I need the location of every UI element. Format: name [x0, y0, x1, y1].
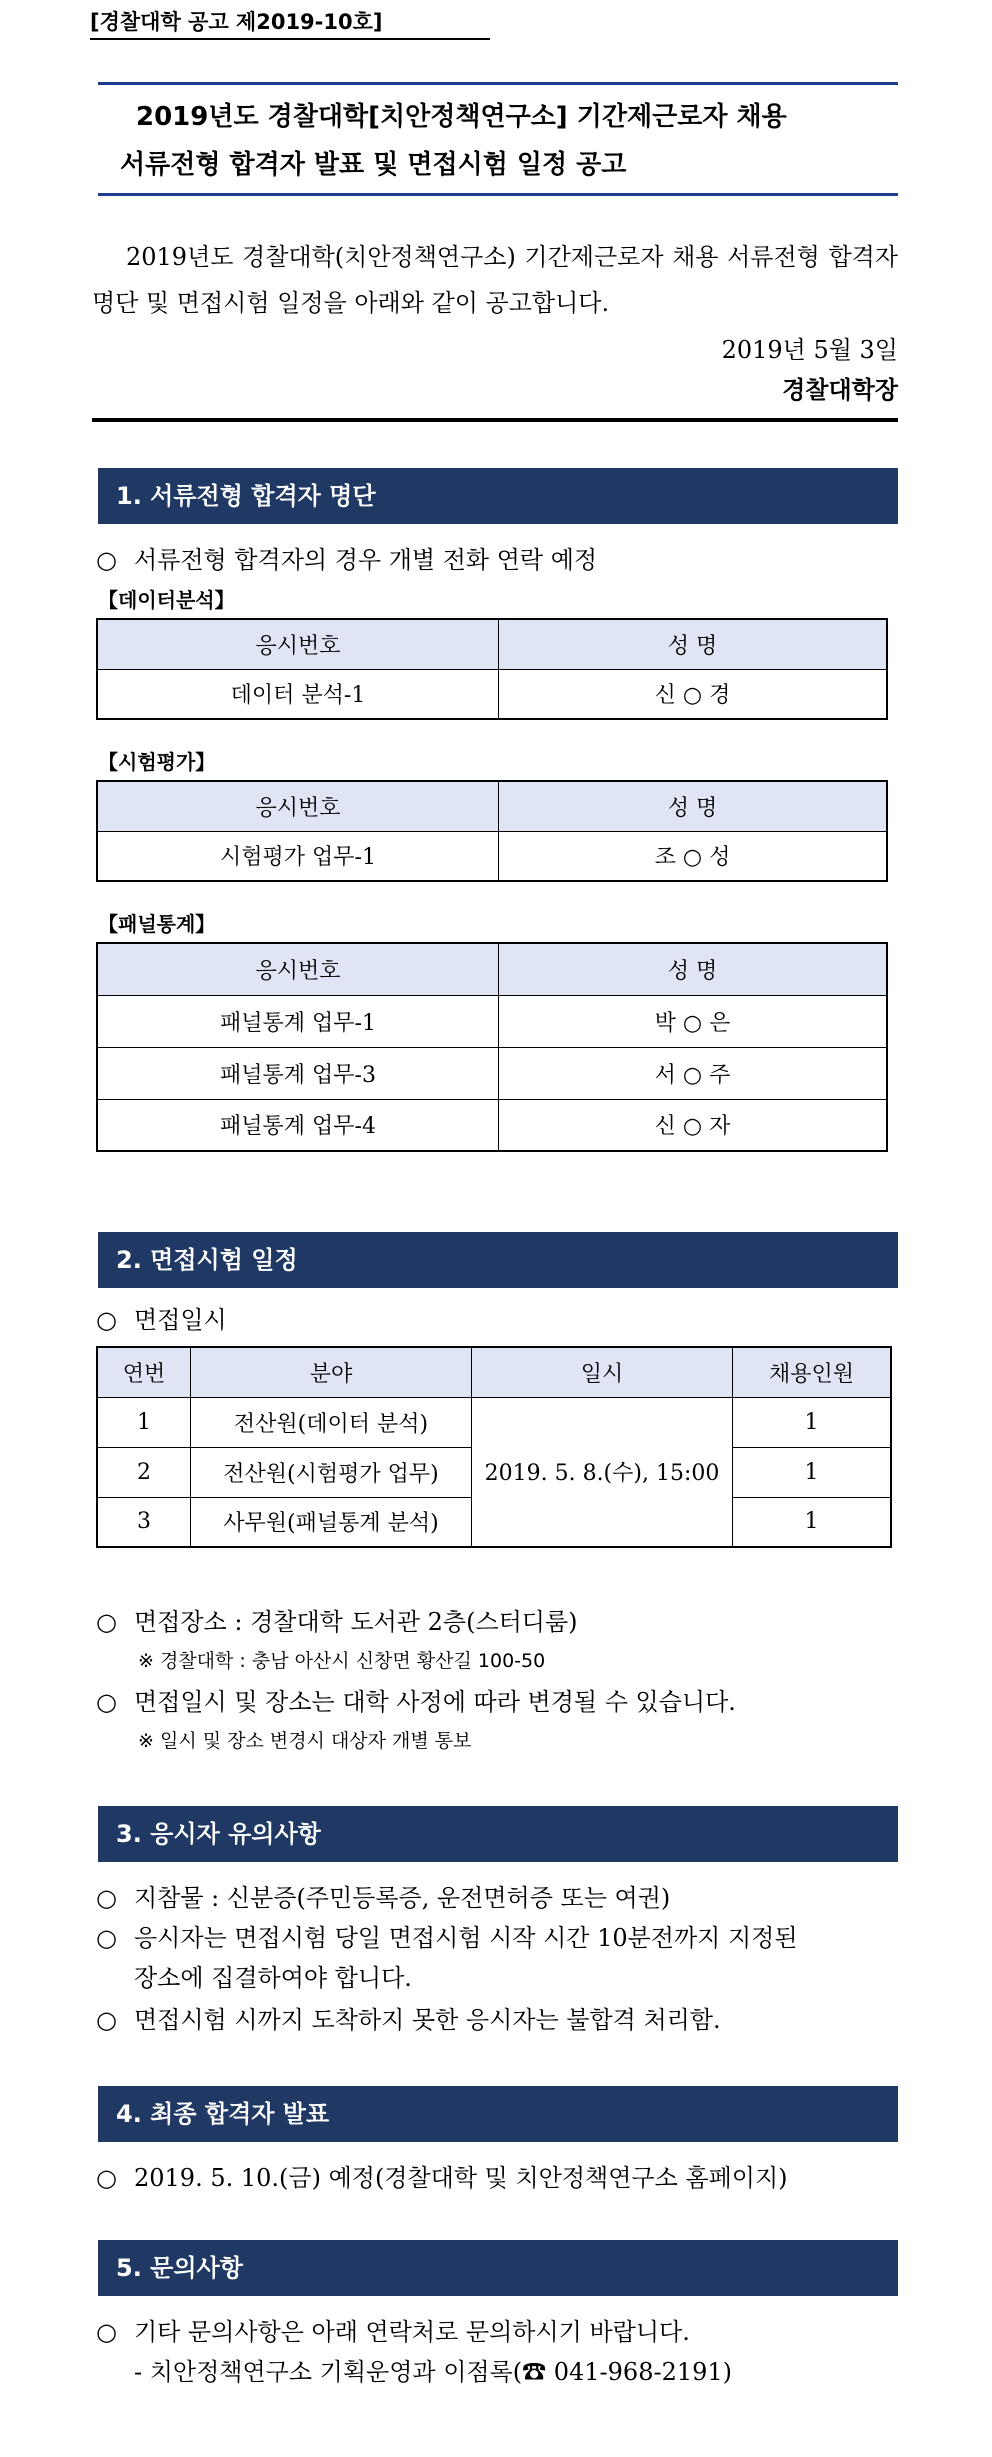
notice-item — [96, 1878, 670, 1913]
group-label-data: 【데이터분석】 — [98, 588, 235, 612]
applicant-no: 시험평가 업무-1 — [97, 831, 499, 881]
col-header-datetime: 일시 — [472, 1347, 733, 1397]
applicant-name: 조 ○ 성 — [499, 831, 888, 881]
col-header-no: 응시번호 — [97, 619, 499, 669]
row-hires: 1 — [733, 1397, 892, 1447]
title-line-2: 서류전형 합격자 발표 및 면접시험 일정 공고 — [120, 150, 627, 180]
section-5-heading: 5. 문의사항 — [98, 2240, 898, 2296]
row-seq: 2 — [97, 1447, 191, 1497]
bullet-mark: ○ — [96, 2318, 117, 2346]
table-row — [97, 1047, 887, 1099]
bullet-mark: ○ — [96, 1884, 117, 1912]
table-row — [97, 831, 887, 881]
group-label-exam: 【시험평가】 — [98, 750, 216, 774]
interview-place — [96, 1602, 578, 1637]
bullet-mark: ○ — [96, 1608, 117, 1636]
bullet-mark: ○ — [96, 1306, 117, 1334]
applicant-name: 박 ○ 은 — [499, 995, 888, 1047]
applicant-name: 신 ○ 경 — [499, 669, 888, 719]
notice-item-continuation: 장소에 집결하여야 합니다. — [134, 1964, 412, 1992]
table-row — [97, 669, 887, 719]
notice-item — [96, 1918, 798, 1953]
row-hires: 1 — [733, 1497, 892, 1547]
bullet-mark: ○ — [96, 1688, 117, 1716]
row-field: 사무원(패널통계 분석) — [191, 1497, 472, 1547]
notice-date: 2019년 5월 3일 — [721, 336, 898, 364]
title-line-1: 2019년도 경찰대학[치안정책연구소] 기간제근로자 채용 — [136, 102, 787, 132]
change-notice-text: 면접일시 및 장소는 대학 사정에 따라 변경될 수 있습니다. — [134, 1688, 736, 1716]
group-label-panel: 【패널통계】 — [98, 912, 216, 936]
title-bottom-rule — [98, 193, 898, 196]
sec1-bullet — [96, 540, 597, 575]
col-header-name: 성 명 — [499, 619, 888, 669]
applicant-no: 데이터 분석-1 — [97, 669, 499, 719]
header-divider — [92, 418, 898, 422]
inquiry-item-text: 기타 문의사항은 아래 연락처로 문의하시기 바랍니다. — [134, 2318, 690, 2346]
row-field: 전산원(데이터 분석) — [191, 1397, 472, 1447]
col-header-hires: 채용인원 — [733, 1347, 892, 1397]
row-field: 전산원(시험평가 업무) — [191, 1447, 472, 1497]
notice-item — [96, 2000, 721, 2035]
row-hires: 1 — [733, 1447, 892, 1497]
interview-place-text: 면접장소 : 경찰대학 도서관 2층(스터디룸) — [134, 1608, 578, 1636]
final-announcement-text: 2019. 5. 10.(금) 예정(경찰대학 및 치안정책연구소 홈페이지) — [134, 2164, 788, 2192]
interview-schedule-table — [96, 1346, 892, 1548]
bullet-mark: ○ — [96, 1924, 117, 1952]
title-top-rule — [98, 82, 898, 85]
inquiry-item — [96, 2312, 690, 2347]
sec2-bullet — [96, 1300, 227, 1335]
section-2-heading: 2. 면접시험 일정 — [98, 1232, 898, 1288]
candidates-table-panel — [96, 942, 888, 1152]
bullet-mark: ○ — [96, 2164, 117, 2192]
notice-item-text: 지참물 : 신분증(주민등록증, 운전면허증 또는 여권) — [134, 1884, 671, 1912]
interview-datetime: 2019. 5. 8.(수), 15:00 — [472, 1397, 733, 1547]
signer: 경찰대학장 — [782, 375, 898, 404]
sec1-bullet-text: 서류전형 합격자의 경우 개별 전화 연락 예정 — [134, 546, 598, 574]
col-header-no: 응시번호 — [97, 943, 499, 995]
table-row — [97, 1099, 887, 1151]
bullet-mark: ○ — [96, 546, 117, 574]
change-notice — [96, 1682, 736, 1717]
col-header-field: 분야 — [191, 1347, 472, 1397]
notice-number: [경찰대학 공고 제2019-10호] — [90, 10, 383, 34]
contact-info: - 치안정책연구소 기획운영과 이점록(☎ 041-968-2191) — [134, 2358, 733, 2386]
candidates-table-data — [96, 618, 888, 720]
sec2-bullet-text: 면접일시 — [134, 1306, 227, 1334]
notice-item-text: 응시자는 면접시험 당일 면접시험 시작 시간 10분전까지 지정된 — [134, 1924, 798, 1952]
applicant-no: 패널통계 업무-1 — [97, 995, 499, 1047]
table-row — [97, 995, 887, 1047]
section-3-heading: 3. 응시자 유의사항 — [98, 1806, 898, 1862]
col-header-name: 성 명 — [499, 943, 888, 995]
section-4-heading: 4. 최종 합격자 발표 — [98, 2086, 898, 2142]
notice-item-text: 면접시험 시까지 도착하지 못한 응시자는 불합격 처리함. — [134, 2006, 721, 2034]
row-seq: 1 — [97, 1397, 191, 1447]
candidates-table-exam — [96, 780, 888, 882]
col-header-no: 응시번호 — [97, 781, 499, 831]
applicant-name: 서 ○ 주 — [499, 1047, 888, 1099]
notice-underline — [90, 38, 490, 40]
place-note: ※ 경찰대학 : 충남 아산시 신창면 황산길 100-50 — [138, 1650, 546, 1672]
table-row — [97, 1397, 891, 1447]
applicant-no: 패널통계 업무-3 — [97, 1047, 499, 1099]
applicant-name: 신 ○ 자 — [499, 1099, 888, 1151]
change-note: ※ 일시 및 장소 변경시 대상자 개별 통보 — [138, 1730, 472, 1752]
final-announcement — [96, 2158, 788, 2193]
intro-paragraph: 2019년도 경찰대학(치안정책연구소) 기간제근로자 채용 서류전형 합격자 명단 및 면접시험 일정을 아래와 같이 공고합니다. — [92, 243, 898, 317]
row-seq: 3 — [97, 1497, 191, 1547]
section-1-heading: 1. 서류전형 합격자 명단 — [98, 468, 898, 524]
bullet-mark: ○ — [96, 2006, 117, 2034]
applicant-no: 패널통계 업무-4 — [97, 1099, 499, 1151]
col-header-name: 성 명 — [499, 781, 888, 831]
col-header-seq: 연번 — [97, 1347, 191, 1397]
